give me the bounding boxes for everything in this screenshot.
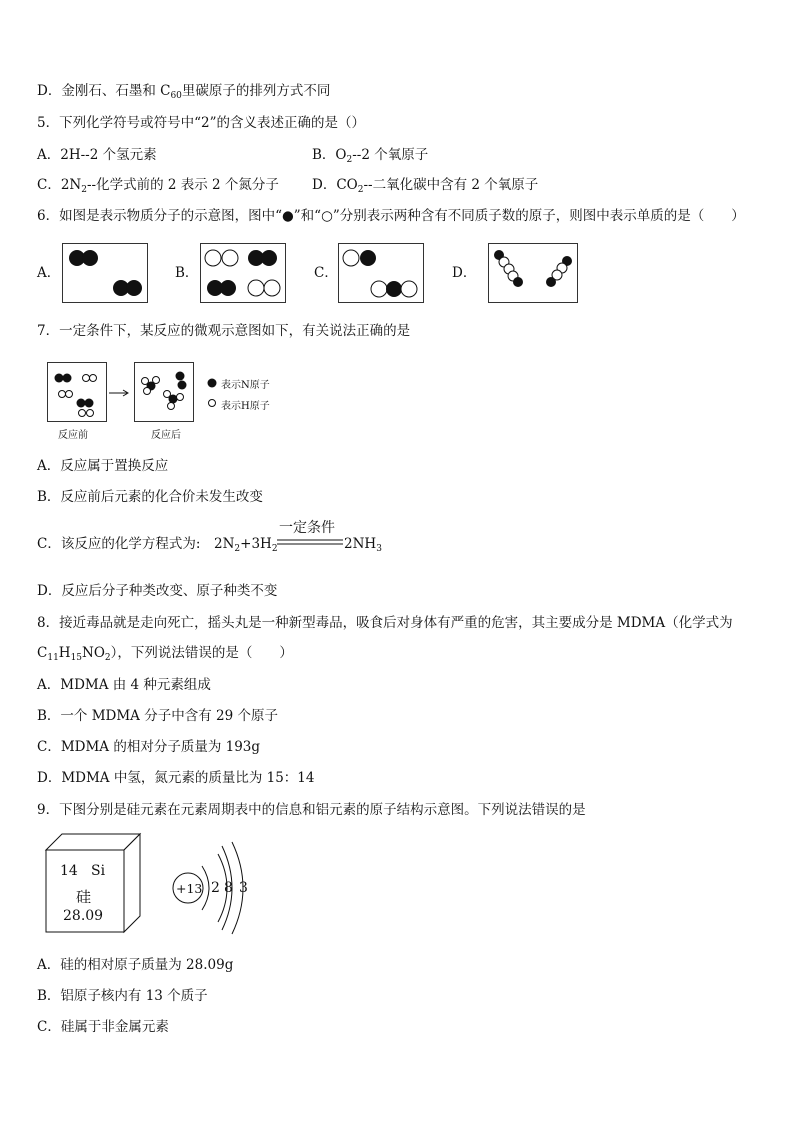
atom-shell-2: 8 bbox=[224, 880, 233, 896]
subscript: 11 bbox=[47, 653, 59, 663]
tile-atomic-mass: 28.09 bbox=[63, 908, 104, 924]
legend-n-label: 表示N原子 bbox=[221, 380, 270, 391]
after-molecules bbox=[135, 363, 193, 421]
subscript: 3 bbox=[376, 544, 382, 554]
legend-h-label: 表示H原子 bbox=[221, 401, 270, 412]
molecule-diagram bbox=[339, 244, 423, 302]
q9-option-c: C．硅属于非金属元素 bbox=[37, 1019, 169, 1035]
before-label: 反应前 bbox=[58, 430, 88, 441]
q6-diagram-b bbox=[200, 243, 286, 303]
q9-option-a: A．硅的相对原子质量为 28.09g bbox=[37, 957, 234, 973]
q5-option-d-tail: --二氧化碳中含有 2 个氧原子 bbox=[363, 177, 539, 193]
q7-option-d: D．反应后分子种类改变、原子种类不变 bbox=[37, 583, 278, 599]
q8-stem-tail: ），下列说法错误的是（ ） bbox=[110, 645, 293, 661]
molecule-diagram bbox=[489, 244, 577, 302]
atom-nucleus-charge: +13 bbox=[176, 881, 203, 896]
formula-h: H bbox=[58, 645, 71, 661]
formula-c: C bbox=[37, 645, 48, 661]
q9-option-b: B．铝原子核内有 13 个质子 bbox=[37, 988, 208, 1004]
q8-option-d: D．MDMA 中氢，氮元素的质量比为 15：14 bbox=[37, 770, 315, 786]
q7-option-c-text: C．该反应的化学方程式为: bbox=[37, 536, 201, 552]
subscript: 2 bbox=[271, 544, 278, 554]
q8-option-b: B．一个 MDMA 分子中含有 29 个原子 bbox=[37, 708, 278, 724]
hydrogen-atom-icon bbox=[207, 398, 219, 410]
reaction-arrow-icon bbox=[109, 388, 131, 398]
q9-stem: 9．下图分别是硅元素在元素周期表中的信息和铝元素的原子结构示意图。下列说法错误的是 bbox=[37, 802, 586, 818]
q5-option-b bbox=[312, 145, 428, 170]
subscript: 2 bbox=[81, 185, 87, 195]
formula-no: NO bbox=[82, 645, 105, 661]
q7-option-c bbox=[37, 534, 200, 554]
q5-option-d-text: D．CO bbox=[312, 177, 358, 193]
equation-condition: 一定条件 bbox=[279, 520, 335, 536]
q5-option-d bbox=[312, 175, 538, 200]
q5-option-b-text: B．O bbox=[312, 147, 347, 163]
q5-stem: 5．下列化学符号或符号中“2”的含义表述正确的是（） bbox=[37, 115, 365, 131]
q6-label-c: C． bbox=[314, 265, 338, 281]
q8-option-a: A．MDMA 由 4 种元素组成 bbox=[37, 677, 211, 693]
q4-option-d bbox=[37, 81, 330, 106]
q7-option-a: A．反应属于置换反应 bbox=[37, 458, 169, 474]
q5-option-a: A．2H--2 个氢元素 bbox=[37, 147, 157, 163]
q6-diagram-c bbox=[338, 243, 424, 303]
q7-option-b: B．反应前后元素的化合价未发生改变 bbox=[37, 489, 263, 505]
q5-option-c-tail: --化学式前的 2 表示 2 个氮分子 bbox=[86, 177, 279, 193]
molecule-diagram bbox=[63, 244, 147, 302]
equation-right bbox=[344, 534, 382, 559]
subscript: 60 bbox=[170, 91, 182, 101]
subscript: 15 bbox=[70, 653, 83, 663]
after-label: 反应后 bbox=[151, 430, 181, 441]
molecule-diagram bbox=[201, 244, 285, 302]
eq-right-nh3: 2NH bbox=[344, 536, 377, 552]
eq-left-n2: 2N bbox=[214, 536, 235, 552]
q5-option-c-text: C．2N bbox=[37, 177, 82, 193]
q6-stem: 6．如图是表示物质分子的示意图，图中“●”和“○”分别表示两种含有不同质子数的原子，则图中表示单质的是（ ） bbox=[37, 208, 745, 224]
atom-shell-3: 3 bbox=[239, 880, 248, 896]
q5-option-b-tail: --2 个氧原子 bbox=[352, 147, 429, 163]
q6-label-a: A． bbox=[37, 265, 61, 281]
q8-stem-line2 bbox=[37, 643, 293, 668]
reaction-before-box bbox=[47, 362, 107, 422]
subscript: 2 bbox=[104, 653, 111, 663]
q5-option-c bbox=[37, 175, 279, 200]
equation-equals-sign bbox=[277, 538, 343, 546]
q4-option-d-text-tail: 里碳原子的排列方式不同 bbox=[181, 83, 331, 99]
tile-symbol: Si bbox=[91, 863, 106, 879]
eq-left-h2: +3H bbox=[240, 536, 272, 552]
atom-shell-1: 2 bbox=[211, 880, 220, 896]
reaction-after-box bbox=[134, 362, 194, 422]
q6-diagram-a bbox=[62, 243, 148, 303]
before-molecules bbox=[48, 363, 106, 421]
q7-stem: 7．一定条件下，某反应的微观示意图如下，有关说法正确的是 bbox=[37, 323, 411, 339]
q8-stem-line1: 8．接近毒品就是走向死亡，摇头丸是一种新型毒品，吸食后对身体有严重的危害，其主要成分是 MDMA（化学式为 bbox=[37, 615, 733, 631]
equation-left bbox=[214, 534, 278, 559]
q8-option-c: C．MDMA 的相对分子质量为 193g bbox=[37, 739, 261, 755]
subscript: 2 bbox=[234, 544, 241, 554]
subscript: 2 bbox=[357, 185, 364, 195]
nitrogen-atom-icon bbox=[206, 377, 218, 389]
q6-diagram-d bbox=[488, 243, 578, 303]
q6-label-b: B． bbox=[175, 265, 199, 281]
q4-option-d-text: D．金刚石、石墨和 C bbox=[37, 83, 171, 99]
q6-label-d: D． bbox=[452, 265, 477, 281]
tile-element-name: 硅 bbox=[76, 888, 92, 906]
tile-atomic-number: 14 bbox=[60, 863, 78, 879]
subscript: 2 bbox=[346, 155, 353, 165]
